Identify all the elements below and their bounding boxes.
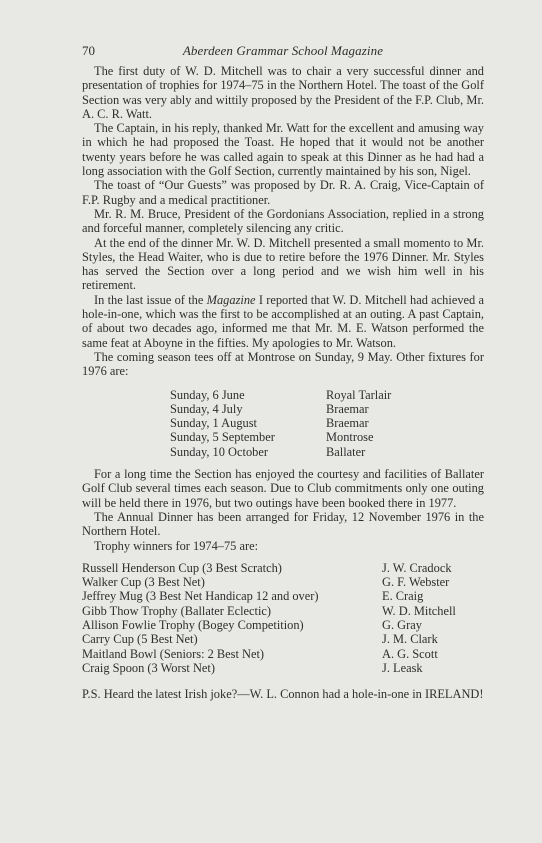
trophy-winner: A. G. Scott (382, 646, 438, 661)
trophy-winner: E. Craig (382, 589, 424, 604)
trophy-row (82, 575, 484, 589)
trophy-row (82, 561, 484, 575)
paragraph-dinner: The first duty of W. D. Mitchell was to chair a very successful dinner and presentation of trophies for 1974–75 in the Northern Hotel. The toast of the Golf Section was very ably and wittily proposed by the President of the F.P. Club, Mr. A. C. R. Watt. (82, 64, 484, 121)
magazine-italic: Magazine (206, 292, 256, 307)
fixture-date: Sunday, 1 August (170, 416, 257, 431)
trophy-winner: G. F. Webster (382, 575, 450, 590)
paragraph-annual-dinner: The Annual Dinner has been arranged for Friday, 12 November 1976 in the Northern Hotel. (82, 509, 484, 539)
trophy-name: Allison Fowlie Trophy (Bogey Competition) (82, 617, 304, 632)
paragraph-our-guests: The toast of “Our Guests” was proposed by Dr. R. A. Craig, Vice-Captain of F.P. Rugby and a medical practitioner. (82, 178, 484, 207)
paragraph-hole-in-one-start: In the last issue of the (94, 292, 207, 307)
trophy-name: Russell Henderson Cup (3 Best Scratch) (82, 560, 282, 575)
trophy-winner: G. Gray (382, 617, 422, 632)
fixture-date: Sunday, 6 June (170, 387, 245, 402)
trophy-winner: J. M. Clark (382, 632, 438, 647)
paragraph-ballater: For a long time the Section has enjoyed the courtesy and facilities of Ballater Golf Club several times each season. Due to Club commitments only one outing will be held there in 1976, but two outings have been booked there in 1977. (82, 467, 484, 510)
trophy-winner: J. W. Cradock (382, 560, 452, 575)
fixture-venue: Royal Tarlair (326, 387, 392, 402)
trophy-row (82, 647, 484, 661)
fixtures-list (170, 388, 484, 459)
paragraph-captain-reply: The Captain, in his reply, thanked Mr. Watt for the excellent and amusing way in which he had proposed the Toast. He hoped that it would not be another twenty years before he was called again to speak at this Dinner as he had had a long association with the Golf Section, currently maintained by his son, Nigel. (82, 121, 484, 179)
trophy-row (82, 589, 484, 603)
fixture-row (170, 445, 484, 459)
postscript: P.S. Heard the latest Irish joke?—W. L. Connon had a hole-in-one in IRELAND! (82, 687, 484, 702)
fixture-date: Sunday, 5 September (170, 430, 275, 445)
paragraph-season-intro: The coming season tees off at Montrose on Sunday, 9 May. Other fixtures for 1976 are: (82, 349, 484, 379)
trophy-name: Gibb Thow Trophy (Ballater Eclectic) (82, 603, 272, 618)
page-number: 70 (82, 43, 95, 58)
trophy-name: Walker Cup (3 Best Net) (82, 575, 205, 590)
fixture-venue: Ballater (326, 444, 366, 459)
paragraph-head-waiter: At the end of the dinner Mr. W. D. Mitchell presented a small momento to Mr. Styles, the Head Waiter, who is due to retire before the 1976 Dinner. Mr. Styles has served the Section over a long period and we wish him well in his retirement. (82, 235, 484, 293)
trophy-name: Craig Spoon (3 Worst Net) (82, 660, 215, 675)
trophy-row (82, 632, 484, 646)
fixture-date: Sunday, 4 July (170, 401, 243, 416)
paragraph-trophy-intro: Trophy winners for 1974–75 are: (94, 538, 259, 553)
trophy-row (82, 604, 484, 618)
paragraph-gordonians: Mr. R. M. Bruce, President of the Gordonians Association, replied in a strong and forceful manner, completely silencing any critic. (82, 206, 484, 236)
trophy-row (82, 661, 484, 675)
fixture-venue: Braemar (326, 401, 369, 416)
fixture-date: Sunday, 10 October (170, 444, 268, 459)
fixture-row (170, 402, 484, 416)
page-header (82, 43, 484, 61)
running-title: Aberdeen Grammar School Magazine (182, 43, 384, 58)
fixture-row (170, 388, 484, 402)
fixture-row (170, 430, 484, 444)
fixture-venue: Montrose (326, 430, 374, 445)
article-body (82, 64, 484, 701)
fixture-row (170, 416, 484, 430)
trophy-winner: J. Leask (382, 660, 423, 675)
trophy-name: Carry Cup (5 Best Net) (82, 632, 198, 647)
trophy-name: Jeffrey Mug (3 Best Net Handicap 12 and over) (82, 589, 319, 604)
paragraph-hole-in-one-end: I reported that W. D. Mitchell had achieved a hole-in-one, which was the first to be accomplished at an outing. A past Captain, of about two decades ago, informed me that Mr. M. E. Watson performed the same feat at Aboyne in the fifties. My apologies to Mr. Watson. (82, 292, 484, 350)
fixture-venue: Braemar (326, 416, 369, 431)
trophy-winners-list (82, 561, 484, 675)
trophy-row (82, 618, 484, 632)
trophy-name: Maitland Bowl (Seniors: 2 Best Net) (82, 646, 265, 661)
paragraph-hole-in-one (82, 293, 484, 350)
trophy-winner: W. D. Mitchell (382, 603, 456, 618)
